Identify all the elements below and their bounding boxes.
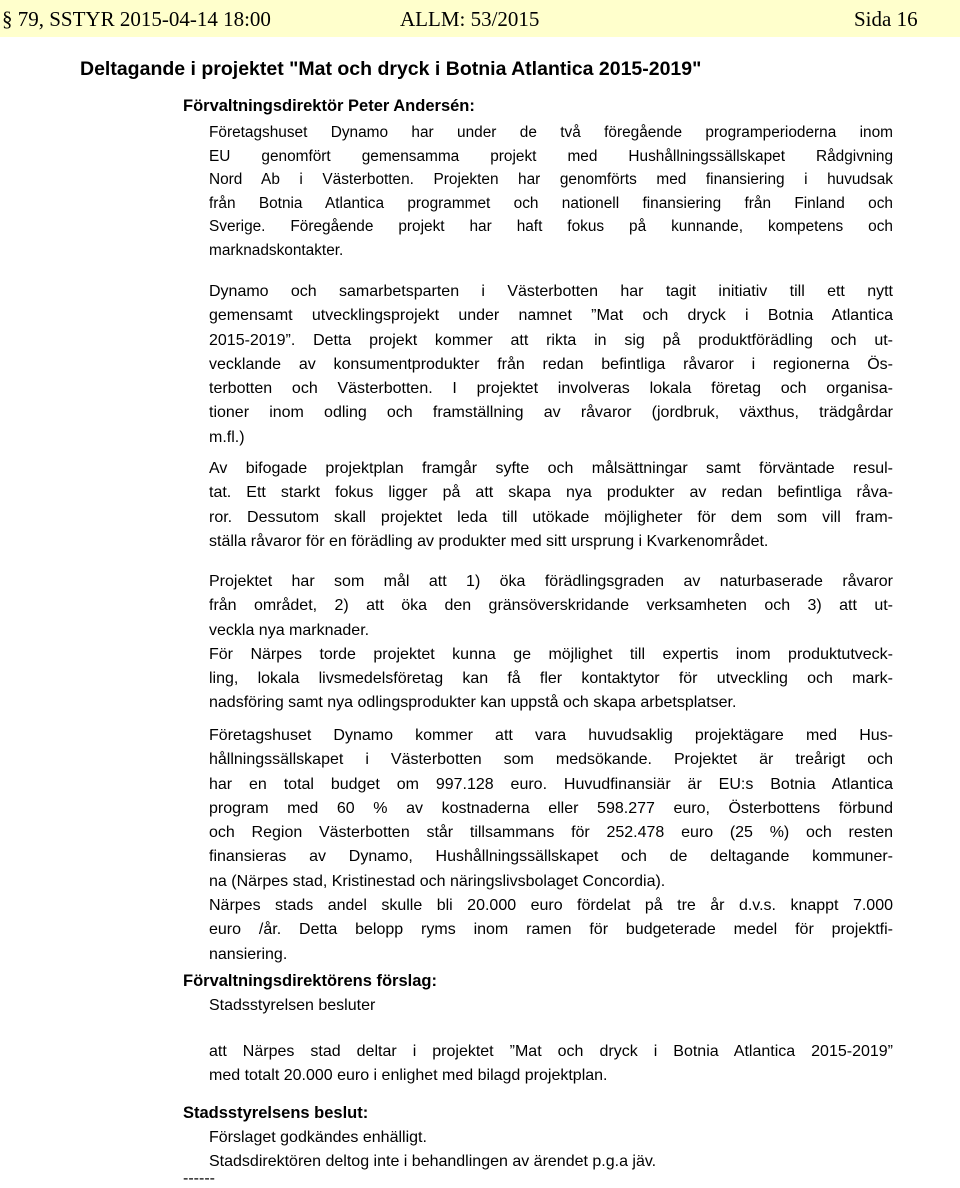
text-line: tioner inom odling och framställning av råvaror (jordbruk, växthus, trädgårdar [209,404,893,422]
text-line: från området, 2) att öka den gränsöverskridande verksamheten och 3) att ut- [209,597,893,615]
text-line: gemensamt utvecklingsprojekt under namnet ”Mat och dryck i Botnia Atlantica [209,307,893,325]
text-line: euro /år. Detta belopp ryms inom ramen för budgeterade medel för projektfi- [209,921,893,939]
text-line: finansieras av Dynamo, Hushållningssällskapet och de deltagande kommuner- [209,848,893,866]
intro-paragraph [209,121,893,262]
text-line: terbotten och Västerbotten. I projektet involveras lokala företag och organisa- [209,380,893,398]
page-header [0,0,960,37]
text-line: ror. Dessutom skall projektet leda till utökade möjligheter för dem som vill fram- [209,508,893,526]
text-line: hållningssällskapet i Västerbotten som medsökande. Projektet är treårigt och [209,751,893,769]
text-line: nansiering. [209,945,288,963]
text-line: Stadsdirektören deltog inte i behandlingen av ärendet p.g.a jäv. [209,1153,657,1171]
text-line: vecklande av konsumentprodukter från redan befintliga råvaror i regionerna Ös- [209,355,893,373]
text-line: Sverige. Föregående projekt har haft fokus på kunnande, kompetens och [209,218,893,235]
text-line: tat. Ett starkt fokus ligger på att skapa nya produkter av redan befintliga råva- [209,484,893,502]
paragraph-financing [209,724,893,967]
text-line: Närpes stads andel skulle bli 20.000 euro fördelat på tre år d.v.s. knappt 7.000 [209,897,893,915]
text-line: program med 60 % av kostnaderna eller 598.277 euro, Österbottens förbund [209,799,893,817]
text-line: Projektet har som mål att 1) öka förädlingsgraden av naturbaserade råvaror [209,573,893,590]
text-line: har en total budget om 997.128 euro. Huvudfinansiär är EU:s Botnia Atlantica [209,775,893,793]
document-title: Deltagande i projektet "Mat och dryck i Botnia Atlantica 2015-2019" [80,58,702,80]
text-line: ställa råvaror för en förädling av produkter med sitt ursprung i Kvarkenområdet. [209,532,769,550]
header-section-ref: § 79, SSTYR 2015-04-14 18:00 [2,7,271,31]
text-line: marknadskontakter. [209,241,344,259]
paragraph-initiative [209,280,893,450]
text-line: Av bifogade projektplan framgår syfte och målsättningar samt förväntade resul- [209,460,893,477]
text-line: nadsföring samt nya odlingsprodukter kan uppstå och skapa arbetsplatser. [209,694,737,712]
text-line: na (Närpes stad, Kristinestad och näringslivsbolaget Concordia). [209,872,666,890]
text-line: För Närpes torde projektet kunna ge möjlighet till expertis inom produktutveck- [209,645,893,663]
text-line: EU genomfört gemensamma projekt med Hushållningssällskapet Rådgivning [209,147,893,165]
text-line: Stadsstyrelsen besluter [209,997,376,1014]
text-line: Förslaget godkändes enhälligt. [209,1129,427,1146]
text-line: Företagshuset Dynamo kommer att vara huvudsaklig projektägare med Hus- [209,727,893,744]
text-line: att Närpes stad deltar i projektet ”Mat och dryck i Botnia Atlantica 2015-2019” [209,1043,893,1060]
decision-paragraph [209,1126,893,1175]
proposal-heading: Förvaltningsdirektörens förslag: [183,972,437,990]
header-page-number: Sida 16 [854,7,918,31]
text-line: Dynamo och samarbetsparten i Västerbotten har tagit initiativ till ett nytt [209,283,893,300]
paragraph-goals [209,570,893,716]
text-line: och Region Västerbotten står tillsammans för 252.478 euro (25 %) och resten [209,824,893,842]
text-line: veckla nya marknader. [209,621,370,639]
header-case-ref: ALLM: 53/2015 [400,7,540,31]
separator-line: ------ [183,1170,215,1187]
text-line: Företagshuset Dynamo har under de två föregående programperioderna inom [209,124,893,141]
proposal-intro [209,994,893,1018]
text-line: ling, lokala livsmedelsföretag kan få fler kontaktytor för utveckling och mark- [209,670,893,688]
proposal-paragraph [209,1040,893,1089]
text-line: m.fl.) [209,428,245,446]
intro-heading: Förvaltningsdirektör Peter Andersén: [183,97,475,115]
paragraph-project-plan [209,457,893,554]
text-line: Nord Ab i Västerbotten. Projekten har genomförts med finansiering i huvudsak [209,171,893,188]
text-line: med totalt 20.000 euro i enlighet med bilagd projektplan. [209,1067,608,1085]
text-line: från Botnia Atlantica programmet och nationell finansiering från Finland och [209,194,893,212]
text-line: 2015-2019”. Detta projekt kommer att rikta in sig på produktförädling och ut- [209,331,893,349]
decision-heading: Stadsstyrelsens beslut: [183,1104,369,1122]
